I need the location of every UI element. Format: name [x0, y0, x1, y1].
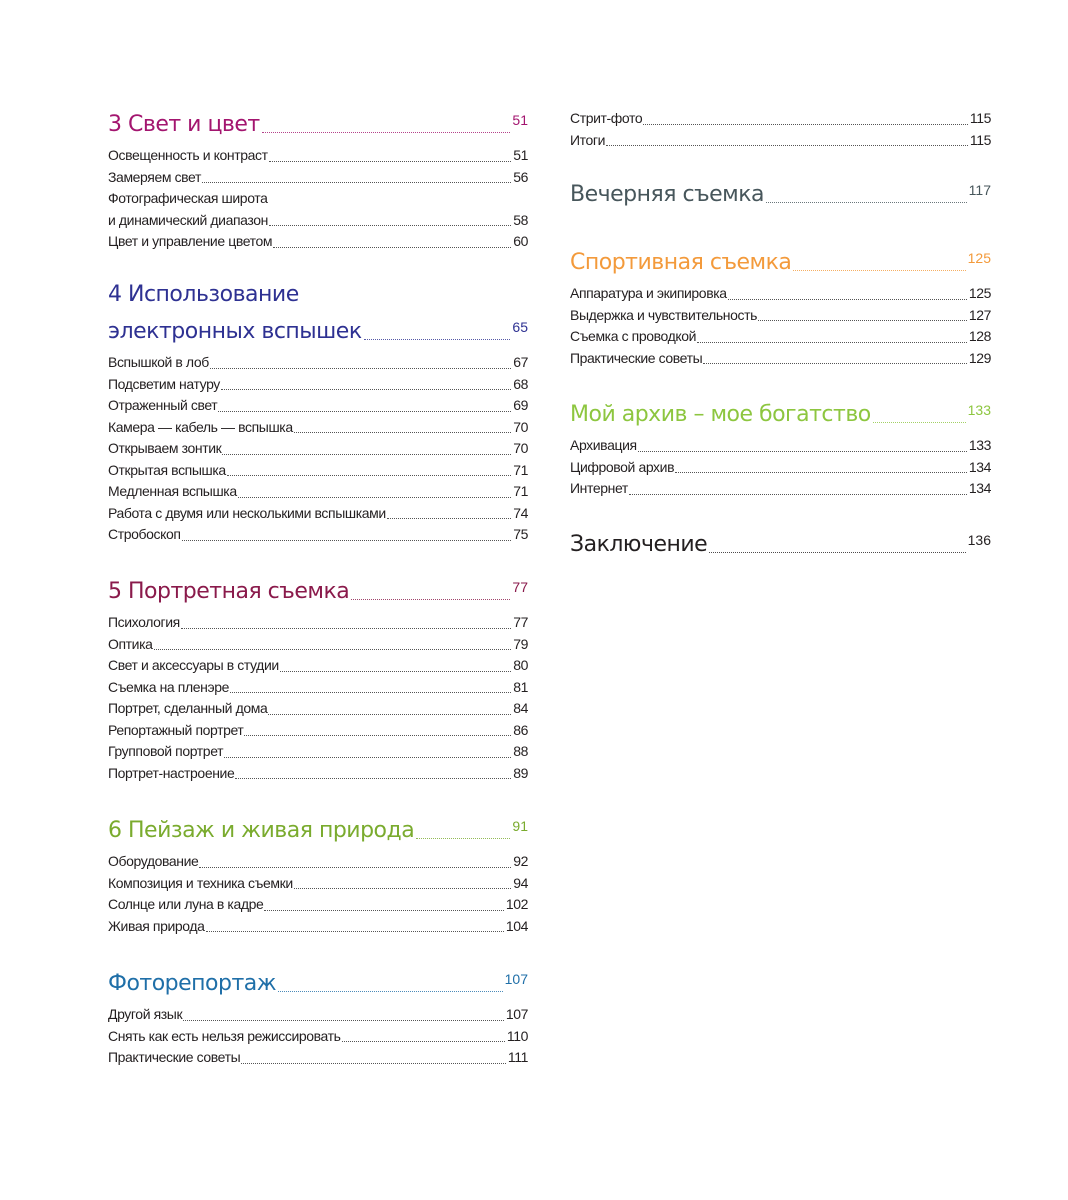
- section-heading[interactable]: [108, 311, 528, 348]
- dot-leader: [244, 735, 511, 736]
- toc-entry[interactable]: [108, 763, 528, 785]
- toc-entry-title: Снять как есть нельзя режиссировать: [108, 1027, 341, 1044]
- toc-entry-title: и динамический диапазон: [108, 211, 268, 228]
- section-heading-text: электронных вспышек: [108, 319, 362, 344]
- dot-leader: [230, 692, 511, 693]
- section-page-number: 77: [512, 579, 528, 595]
- dot-leader: [221, 389, 511, 390]
- toc-entry-page: 75: [513, 526, 528, 542]
- toc-entry[interactable]: [108, 374, 528, 396]
- toc-entry[interactable]: [570, 457, 991, 479]
- toc-entry[interactable]: [108, 720, 528, 742]
- toc-entry-page: 71: [513, 461, 528, 478]
- toc-entries: [108, 352, 528, 546]
- dot-leader: [873, 422, 966, 423]
- toc-entry[interactable]: [108, 634, 528, 656]
- toc-entry[interactable]: [570, 326, 991, 348]
- toc-entry-page: 51: [513, 147, 528, 163]
- toc-entry-page: 81: [513, 678, 528, 695]
- dot-leader: [643, 124, 968, 125]
- toc-left-column: [108, 0, 528, 1200]
- dot-leader: [268, 714, 511, 715]
- toc-entry-title: Портрет, сделанный дома: [108, 700, 268, 716]
- toc-entry-title: Архивация: [570, 437, 637, 453]
- toc-entry[interactable]: [570, 435, 991, 457]
- toc-entry-title: Подсветим натуру: [108, 375, 220, 392]
- toc-entry-title: Отраженный свет: [108, 397, 218, 413]
- section-page-number: 133: [967, 402, 991, 418]
- dot-leader: [235, 778, 511, 779]
- toc-entry[interactable]: [108, 167, 528, 189]
- toc-entry[interactable]: [108, 481, 528, 503]
- toc-entry[interactable]: [108, 916, 528, 938]
- section-page-number: 65: [512, 319, 528, 335]
- toc-entry-title: Психология: [108, 614, 180, 630]
- toc-entry-title: Интернет: [570, 480, 628, 496]
- dot-leader: [222, 454, 511, 455]
- section-heading[interactable]: [108, 963, 528, 1000]
- toc-entry[interactable]: [108, 1026, 528, 1048]
- dot-leader: [294, 888, 511, 889]
- dot-leader: [206, 931, 504, 932]
- toc-entry-title: Итоги: [570, 131, 606, 148]
- toc-entry[interactable]: [108, 677, 528, 699]
- dot-leader: [638, 451, 967, 452]
- toc-entry-page: 115: [969, 131, 991, 148]
- toc-entry-title: Оптика: [108, 635, 153, 652]
- toc-section: [108, 571, 528, 784]
- dot-leader: [202, 182, 511, 183]
- section-heading-text: 6 Пейзаж и живая природа: [108, 818, 415, 843]
- toc-entry-page: 74: [513, 504, 528, 521]
- toc-entry-title: Цвет и управление цветом: [108, 233, 273, 249]
- toc-entries: [108, 851, 528, 937]
- toc-entry-page: 71: [513, 483, 528, 499]
- toc-entry-title: Открытая вспышка: [108, 461, 226, 478]
- toc-entry[interactable]: [108, 873, 528, 895]
- toc-entry-page: 68: [513, 375, 528, 392]
- toc-entry[interactable]: [570, 348, 991, 370]
- section-heading-text: Мой архив – мое богатство: [570, 402, 871, 427]
- toc-entry[interactable]: [570, 478, 991, 500]
- dot-leader: [262, 132, 511, 133]
- toc-section: [570, 394, 991, 500]
- dot-leader: [703, 363, 967, 364]
- dot-leader: [675, 472, 967, 473]
- toc-entry-title: Аппаратура и экипировка: [570, 285, 727, 301]
- section-heading-text: Вечерняя съемка: [570, 182, 765, 207]
- toc-entry-title: Открываем зонтик: [108, 440, 222, 456]
- toc-entry-title: Стробоскоп: [108, 526, 181, 542]
- toc-entry-page: 134: [968, 480, 991, 496]
- section-heading[interactable]: [108, 571, 528, 608]
- toc-section: [570, 524, 991, 565]
- toc-entry-title: Цифровой архив: [570, 458, 675, 475]
- section-page-number: 51: [512, 112, 528, 128]
- dot-leader: [766, 202, 967, 203]
- dot-leader: [181, 628, 511, 629]
- toc-section: [108, 963, 528, 1069]
- toc-entry-title: Живая природа: [108, 917, 205, 934]
- section-page-number: 125: [967, 250, 991, 266]
- toc-entry-page: 88: [513, 743, 528, 759]
- toc-entry-page: 89: [513, 764, 528, 781]
- section-heading[interactable]: [108, 810, 528, 847]
- toc-section: [570, 174, 991, 215]
- dot-leader: [273, 247, 511, 248]
- dot-leader: [264, 910, 503, 911]
- section-heading[interactable]: [570, 242, 991, 279]
- section-heading[interactable]: [108, 104, 528, 141]
- toc-entry-page: 128: [968, 328, 991, 344]
- toc-entry-page: 92: [513, 853, 528, 869]
- section-page-number: 107: [504, 971, 528, 987]
- toc-entry-title: Свет и аксессуары в студии: [108, 657, 279, 673]
- toc-entry-page: 80: [513, 657, 528, 673]
- toc-section: [108, 104, 528, 253]
- toc-entry[interactable]: [108, 851, 528, 873]
- toc-entry-title: Стрит-фото: [570, 110, 643, 126]
- toc-entry-title: Практические советы: [108, 1049, 241, 1065]
- toc-entry-title: Съемка на пленэре: [108, 678, 229, 695]
- toc-entry-page: 125: [968, 285, 991, 301]
- toc-entry[interactable]: [108, 655, 528, 677]
- toc-entry[interactable]: [108, 395, 528, 417]
- dot-leader: [269, 161, 512, 162]
- toc-entry-title: Работа с двумя или несколькими вспышками: [108, 504, 386, 521]
- toc-right-column: [570, 0, 991, 1200]
- toc-entry-title: Оборудование: [108, 853, 199, 869]
- toc-entry-title: Групповой портрет: [108, 743, 224, 759]
- toc-entry[interactable]: [108, 231, 528, 253]
- section-heading[interactable]: [570, 524, 991, 561]
- toc-entry-title: Съемка с проводкой: [570, 328, 697, 344]
- toc-entry-page: 111: [507, 1049, 528, 1065]
- toc-section: [108, 810, 528, 937]
- toc-entry-page: 134: [968, 458, 991, 475]
- toc-entry[interactable]: [570, 130, 991, 152]
- section-heading-text: Фоторепортаж: [108, 971, 277, 996]
- dot-leader: [728, 299, 967, 300]
- toc-entry-page: 70: [513, 440, 528, 456]
- toc-entry-page: 127: [968, 306, 991, 323]
- toc-entry-title: Освещенность и контраст: [108, 147, 268, 163]
- dot-leader: [793, 270, 965, 271]
- dot-leader: [278, 991, 503, 992]
- toc-entry-page: 104: [505, 917, 528, 934]
- toc-entry[interactable]: [108, 1004, 528, 1026]
- toc-entry-page: 107: [505, 1006, 528, 1022]
- toc-entry[interactable]: [108, 210, 528, 232]
- section-heading-text: 4 Использование: [108, 282, 299, 307]
- dot-leader: [227, 475, 511, 476]
- toc-entry[interactable]: [108, 524, 528, 546]
- dot-leader: [629, 494, 967, 495]
- dot-leader: [416, 838, 510, 839]
- dot-leader: [606, 145, 968, 146]
- toc-entry[interactable]: [108, 145, 528, 167]
- toc-entry-page: 79: [513, 635, 528, 652]
- dot-leader: [238, 497, 512, 498]
- toc-entry-page: 94: [513, 874, 528, 891]
- toc-entry[interactable]: [108, 741, 528, 763]
- toc-entries: [108, 1004, 528, 1069]
- toc-entry[interactable]: [108, 1047, 528, 1069]
- dot-leader: [269, 225, 511, 226]
- toc-entry[interactable]: [108, 612, 528, 634]
- toc-entry[interactable]: [108, 352, 528, 374]
- dot-leader: [182, 540, 512, 541]
- toc-entry-page: 56: [513, 168, 528, 185]
- dot-leader: [224, 757, 511, 758]
- toc-entry[interactable]: [108, 698, 528, 720]
- dot-leader: [364, 339, 511, 340]
- toc-entry[interactable]: [570, 283, 991, 305]
- section-heading[interactable]: [570, 174, 991, 211]
- toc-entry-page: 77: [513, 614, 528, 630]
- dot-leader: [758, 320, 967, 321]
- toc-entry-title: Солнце или луна в кадре: [108, 896, 264, 912]
- toc-entry-page: 60: [513, 233, 528, 249]
- dot-leader: [387, 518, 511, 519]
- toc-entry-title: Практические советы: [570, 349, 703, 366]
- toc-entry[interactable]: [570, 305, 991, 327]
- toc-entry-page: 70: [513, 418, 528, 435]
- toc-entry-page: 84: [513, 700, 528, 716]
- toc-entry[interactable]: [108, 417, 528, 439]
- dot-leader: [280, 671, 511, 672]
- section-heading-text: 3 Свет и цвет: [108, 112, 260, 137]
- toc-entry-page: 67: [513, 354, 528, 370]
- toc-entry-line: Фотографическая широта: [108, 190, 268, 206]
- toc-entry-title: Выдержка и чувствительность: [570, 306, 758, 323]
- toc-entry-title: Другой язык: [108, 1006, 183, 1022]
- toc-entries: [570, 283, 991, 369]
- toc-entry[interactable]: [108, 438, 528, 460]
- dot-leader: [697, 342, 967, 343]
- toc-entry-page: 115: [969, 110, 991, 126]
- section-page-number: 136: [967, 532, 991, 548]
- section-heading-text: Спортивная съемка: [570, 250, 792, 275]
- toc-entry[interactable]: [108, 503, 528, 525]
- toc-entry-title: Вспышкой в лоб: [108, 354, 209, 370]
- dot-leader: [210, 368, 511, 369]
- toc-entry-page: 133: [968, 437, 991, 453]
- toc-entry[interactable]: [570, 108, 991, 130]
- toc-entries: [570, 108, 991, 151]
- dot-leader: [294, 432, 511, 433]
- toc-entry-title: Камера — кабель — вспышка: [108, 418, 293, 435]
- dot-leader: [241, 1063, 506, 1064]
- toc-entry-page: 102: [505, 896, 528, 912]
- toc-entry-page: 58: [513, 211, 528, 228]
- toc-section: [570, 108, 991, 151]
- toc-entry-page: 69: [513, 397, 528, 413]
- toc-entries: [570, 435, 991, 500]
- dot-leader: [199, 867, 511, 868]
- toc-entry-title: Композиция и техника съемки: [108, 874, 293, 891]
- section-page-number: 91: [512, 818, 528, 834]
- toc-entry-title: Портрет-настроение: [108, 764, 235, 781]
- toc-section: [570, 242, 991, 369]
- toc-entry-title: Репортажный портрет: [108, 721, 244, 738]
- toc-entry-title: Замеряем свет: [108, 168, 201, 185]
- section-heading-text: 5 Портретная съемка: [108, 579, 350, 604]
- toc-entry[interactable]: [108, 894, 528, 916]
- section-page-number: 117: [968, 182, 991, 198]
- section-heading[interactable]: [570, 394, 991, 431]
- toc-entries: [108, 145, 528, 253]
- section-heading-line: [108, 278, 528, 311]
- toc-entry-page: 86: [513, 721, 528, 738]
- section-heading-text: Заключение: [570, 532, 708, 557]
- toc-entries: [108, 612, 528, 784]
- toc-entry-page: 110: [506, 1027, 528, 1044]
- toc-entry[interactable]: [108, 460, 528, 482]
- dot-leader: [342, 1041, 505, 1042]
- toc-entry-title: Медленная вспышка: [108, 483, 237, 499]
- toc-section: [108, 278, 528, 546]
- dot-leader: [183, 1020, 504, 1021]
- dot-leader: [351, 599, 510, 600]
- toc-entry-page: 129: [968, 349, 991, 366]
- dot-leader: [154, 649, 512, 650]
- dot-leader: [709, 552, 965, 553]
- dot-leader: [218, 411, 511, 412]
